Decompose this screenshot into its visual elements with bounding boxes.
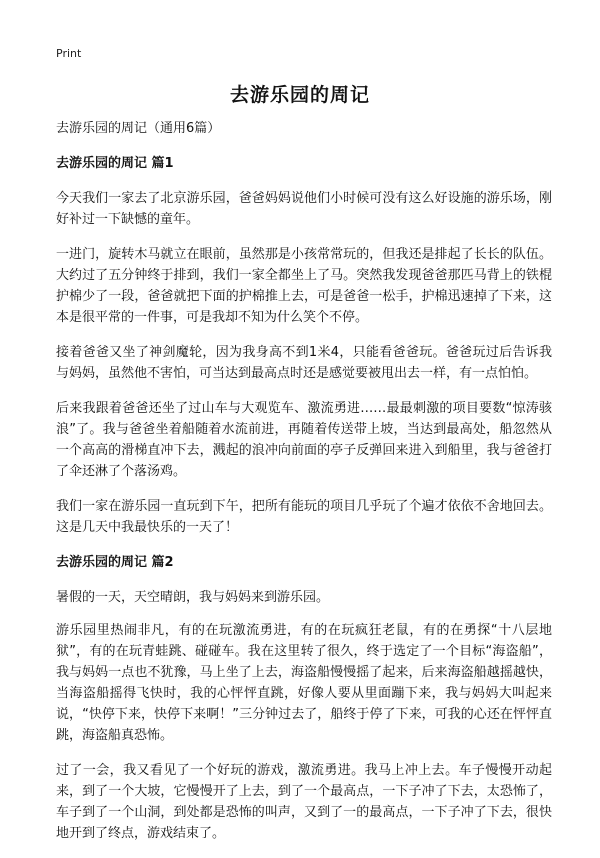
paragraph: 今天我们一家去了北京游乐园，爸爸妈妈说他们小时候可没有这么好设施的游乐场，刚好补过一下缺憾的童年。 [56,191,552,227]
document-title: 去游乐园的周记 [229,84,370,106]
section-heading-1: 去游乐园的周记 篇1 [56,156,174,171]
document-subtitle: 去游乐园的周记（通用6篇） [56,121,221,136]
paragraph: 游乐园里热闹非凡，有的在玩激流勇进，有的在玩疯狂老鼠，有的在勇探“十八层地狱”，有的在玩青蛙跳、碰碰车。我在这里转了很久，终于选定了一个目标“海盗船”，我与妈妈一点也不犹豫，马上坐了上去，海盗船慢慢摇了起来，后来海盗船越摇越快，当海盗船摇得飞快时，我的心怦怦直跳，好像人要从里面蹦下来，我与妈妈大叫起来说，“快停下来，快停下来啊！”三分钟过去了，船终于停了下来，可我的心还在怦怦直跳，海盗船真恐怖。 [56,623,552,743]
paragraph: 一进门，旋转木马就立在眼前，虽然那是小孩常常玩的，但我还是排起了长长的队伍。大约过了五分钟终于排到，我们一家全都坐上了马。突然我发现爸爸那匹马背上的铁棍护棉少了一段，爸爸就把下面的护棉推上去，可是爸爸一松手，护棉迅速掉了下来，这本是很平常的一件事，可是我却不知为什么笑个不停。 [56,247,552,325]
paragraph: 接着爸爸又坐了神剑魔轮，因为我身高不到1米4，只能看爸爸玩。爸爸玩过后告诉我与妈妈，虽然他不害怕，可当达到最高点时还是感觉要被甩出去一样，有一点怕怕。 [56,345,552,381]
paragraph: 暑假的一天，天空晴朗，我与妈妈来到游乐园。 [56,590,330,605]
paragraph: 后来我跟着爸爸还坐了过山车与大观览车、激流勇进……最最刺激的项目要数“惊涛骇浪”了。我与爸爸坐着船随着水流前进，再随着传送带上坡，当达到最高处，船忽然从一个高高的滑梯直冲下去，溅起的浪冲向前面的亭子反弹回来进入到船里，我与爸爸打了伞还淋了个落汤鸡。 [56,401,552,479]
print-link[interactable]: Print [56,47,82,60]
section-heading-2: 去游乐园的周记 篇2 [56,555,174,570]
paragraph: 过了一会，我又看见了一个好玩的游戏，激流勇进。我马上冲上去。车子慢慢开动起来，到了一个大坡，它慢慢开了上去，到了一个最高点，一下子冲了下去，太恐怖了，车子到了一个山洞，到处都是恐怖的叫声，又到了一的最高点，一下子冲了下去，很快地开到了终点，游戏结束了。 [56,763,552,841]
document-body [56,118,552,858]
paragraph: 我们一家在游乐园一直玩到下午，把所有能玩的项目几乎玩了个遍才依依不舍地回去。这是几天中我最快乐的一天了！ [56,499,552,535]
